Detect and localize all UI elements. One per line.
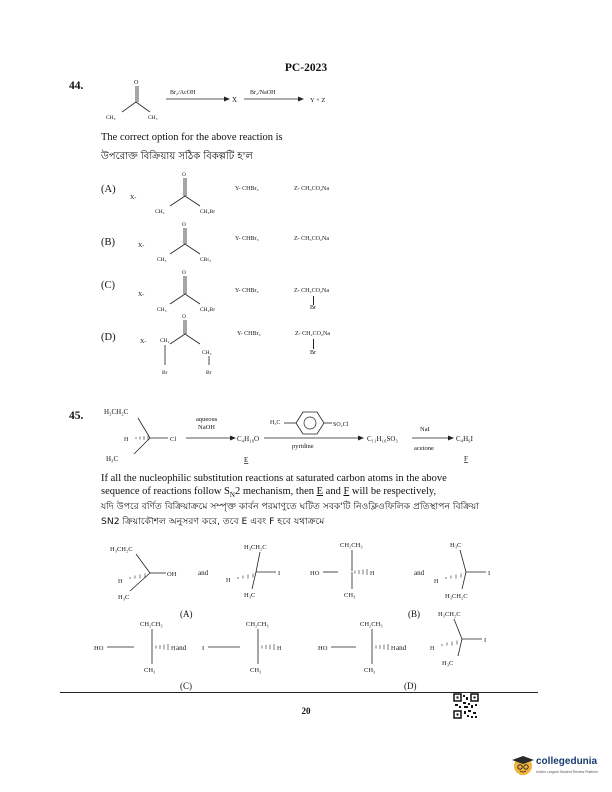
svg-text:O: O: [182, 270, 186, 276]
q45-option-d-label[interactable]: (D): [404, 681, 417, 691]
q44-a-x: X-: [130, 195, 137, 201]
q44-a-right: CH₂Br: [200, 209, 216, 215]
q45-text-en-1: If all the nucleophilic substitution reactions at saturated carbon atoms in the above: [101, 473, 447, 484]
q45-ts-h3c: H₃C: [270, 420, 281, 426]
svg-text:H₃C: H₃C: [244, 592, 256, 599]
q44-b-x: X-: [138, 243, 145, 249]
q44-c-z: Z- CH₂CO₂Na: [294, 288, 330, 294]
svg-text:CH₃: CH₃: [144, 667, 156, 674]
svg-text:H: H: [171, 646, 176, 652]
svg-text:H: H: [226, 578, 231, 584]
svg-text:CH₃: CH₃: [344, 592, 356, 599]
svg-text:H₃C: H₃C: [450, 542, 462, 549]
q45-text-en-2: sequence of reactions follow $S_N2$ mechanism, then E and F will be respectively,: [101, 486, 437, 500]
paper-code: PC-2023: [284, 62, 328, 74]
q44-c-z-br: Br: [310, 305, 316, 311]
q45-reaction-scheme: [100, 404, 490, 466]
q44-c-left: CH₃: [157, 307, 167, 312]
brand-tagline: India's Largest Student Review Platform: [536, 770, 599, 774]
q45-label-f: F: [464, 455, 468, 463]
svg-text:CH₃: CH₃: [364, 667, 376, 674]
q45-sm-bottom: H₃C: [106, 455, 119, 463]
q45-acetone: acetone: [414, 445, 434, 452]
q45-option-c-label[interactable]: (C): [180, 681, 192, 691]
svg-text:O: O: [182, 314, 186, 320]
q44-b-z: Z- CH₃CO₂Na: [294, 236, 330, 242]
q44-option-b-label[interactable]: (B): [101, 237, 115, 248]
q45-a1-top: H₃CH₂C: [110, 546, 133, 553]
q45-reagent1-bot: NaOH: [198, 424, 215, 431]
q45-option-a-label[interactable]: (A): [180, 609, 193, 619]
q45-pyridine: pyridine: [292, 443, 314, 450]
q44-yz: Y + Z: [310, 97, 326, 104]
q45-a-and: and: [198, 569, 209, 577]
q45-nai: NaI: [420, 426, 430, 433]
svg-text:I: I: [278, 570, 281, 577]
svg-text:H: H: [370, 571, 375, 577]
q45-prod1: C₄H₁₀O: [237, 435, 260, 443]
svg-text:HO: HO: [94, 645, 104, 652]
q44-b-right: CBr₃: [200, 257, 212, 263]
q45-option-b-label[interactable]: (B): [408, 609, 420, 619]
q44-d-bond: [313, 339, 314, 349]
svg-text:H: H: [118, 579, 123, 585]
q45-b-and: and: [414, 569, 425, 577]
svg-text:I: I: [484, 637, 487, 644]
svg-text:CH₂CH₃: CH₂CH₃: [340, 542, 363, 549]
q44-reagent1: Br₂/AcOH: [170, 90, 196, 96]
svg-text:O: O: [182, 172, 186, 178]
q45-sm-top: H₃CH₂C: [104, 408, 129, 416]
question-45-number: 45.: [69, 410, 84, 422]
q44-d-left: CH₂: [160, 338, 170, 344]
q45-sm-h: H: [124, 437, 129, 443]
q45-sm-cl: Cl: [170, 436, 177, 443]
q45-prod2: C₁₁H₁₆SO₃: [367, 435, 398, 443]
q44-c-x: X-: [138, 292, 145, 298]
svg-text:H₃CH₂C: H₃CH₂C: [445, 593, 468, 600]
q44-ch3-left: CH₃: [106, 115, 116, 121]
qr-code-icon: [453, 693, 479, 719]
q45-label-e: E: [244, 456, 249, 464]
collegedunia-logo-icon: [512, 754, 534, 776]
svg-text:H: H: [277, 646, 282, 652]
svg-text:H: H: [391, 646, 396, 652]
svg-text:CH₂CH₃: CH₂CH₃: [360, 621, 383, 628]
q44-option-a-label[interactable]: (A): [101, 184, 116, 195]
q44-option-c-structure: [130, 266, 250, 312]
q44-d-right: CH₂: [202, 350, 212, 356]
q44-d-right-br: Br: [206, 370, 212, 376]
q44-ch3-right: CH₃: [148, 115, 158, 121]
q45-c-and: and: [176, 644, 187, 652]
q44-oxygen: O: [134, 80, 139, 86]
q44-reagent2: Br₂/NaOH: [250, 90, 276, 96]
q44-option-d-label[interactable]: (D): [101, 332, 116, 343]
q44-c-y: Y- CHBr₃: [235, 288, 259, 294]
svg-text:H₃C: H₃C: [442, 660, 454, 667]
q45-options-ab: [100, 535, 510, 615]
q44-a-y: Y- CHBr₃: [235, 186, 259, 192]
q44-d-z-br: Br: [310, 350, 316, 356]
svg-text:I: I: [488, 570, 491, 577]
q44-c-bond: [313, 296, 314, 305]
q45-options-cd: [90, 612, 500, 682]
svg-text:H₃C: H₃C: [118, 594, 130, 601]
brand-name[interactable]: collegedunia: [536, 756, 598, 767]
svg-text:I: I: [202, 645, 205, 652]
svg-text:HO: HO: [318, 645, 328, 652]
q44-d-z: Z- CH₂CO₂Na: [295, 331, 331, 337]
q44-reaction-scheme: [100, 74, 360, 122]
q45-d-and: and: [396, 644, 407, 652]
svg-text:CH₂CH₃: CH₂CH₃: [140, 621, 163, 628]
svg-text:H₃CH₂C: H₃CH₂C: [244, 544, 267, 551]
q45-prod3: C₄H₉I: [456, 435, 473, 443]
svg-text:H: H: [434, 579, 439, 585]
q44-b-left: CH₃: [157, 257, 167, 263]
q44-option-a-structure: [130, 170, 250, 216]
svg-text:O: O: [182, 222, 186, 228]
svg-text:H: H: [430, 646, 435, 652]
svg-text:HO: HO: [310, 570, 320, 577]
q44-d-x: X-: [140, 339, 147, 345]
q44-a-z: Z- CH₃CO₂Na: [294, 186, 330, 192]
question-44-number: 44.: [69, 80, 84, 92]
q44-b-y: Y- CHBr₃: [235, 236, 259, 242]
q45-text-bn-2: SN2 ক্রিয়াকৌশল অনুসরণ করে, তবে E এবং F হবে যথাক্রমে: [101, 516, 325, 527]
q44-a-left: CH₃: [155, 209, 165, 215]
q45-reagent1-top: aqueous: [196, 416, 218, 423]
q44-option-b-structure: [130, 220, 250, 266]
q45-ts-so2cl: SO₂Cl: [333, 422, 349, 428]
q44-d-left-br: Br: [162, 370, 168, 376]
q44-prompt-en: The correct option for the above reaction is: [101, 132, 283, 143]
q45-text-bn-1: যদি উপরে বর্ণিত বিক্রিয়াক্রমে সম্পৃক্ত কার্বন পরমাণুতে ঘটিত সবক'টি নিওক্লিওফিলিক প্রতিস্থাপন বিক্রিয়া: [101, 501, 479, 512]
svg-text:CH₂CH₃: CH₂CH₃: [246, 621, 269, 628]
q44-c-right: CH₂Br: [200, 307, 216, 312]
q44-option-c-label[interactable]: (C): [101, 280, 115, 291]
q44-option-d-structure: [130, 312, 250, 380]
q44-x: X: [232, 96, 238, 104]
svg-text:OH: OH: [167, 571, 177, 578]
q44-prompt-bn: উপরোক্ত বিক্রিয়ায় সঠিক বিকল্পটি হ'ল: [101, 151, 253, 162]
svg-text:CH₃: CH₃: [250, 667, 262, 674]
svg-text:H₃CH₂C: H₃CH₂C: [438, 612, 461, 618]
q44-d-y: Y- CHBr₃: [237, 331, 261, 337]
page-number: 20: [301, 706, 311, 716]
